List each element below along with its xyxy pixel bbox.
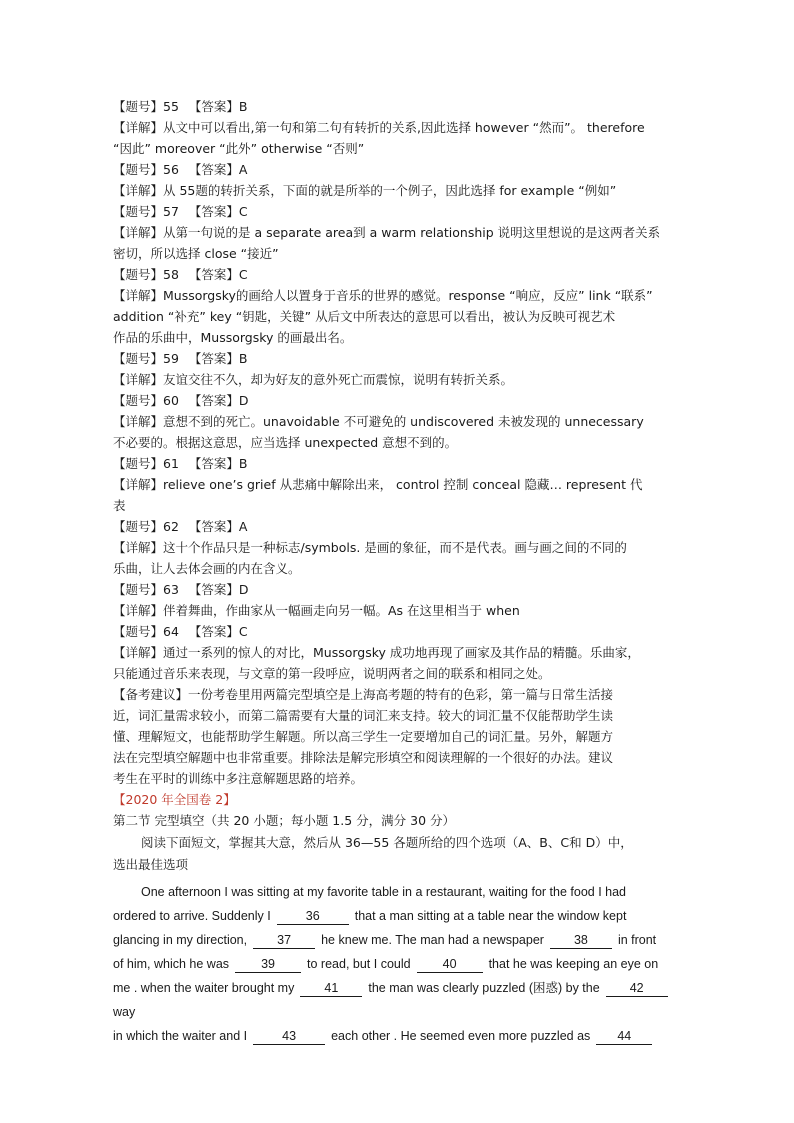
question-header xyxy=(113,453,693,474)
blank-39[interactable]: 39 xyxy=(235,956,301,973)
passage-line xyxy=(113,1024,693,1048)
answer-label: 【答案】B xyxy=(188,99,248,114)
advice-line: 近，词汇量需求较小，而第二篇需要有大量的词汇来支持。较大的词汇量不仅能帮助学生读 xyxy=(113,708,614,723)
passage-text: of him, which he was xyxy=(113,957,230,971)
question-number: 【题号】57 xyxy=(113,204,179,219)
answer-label: 【答案】D xyxy=(188,582,249,597)
answer-label: 【答案】C xyxy=(188,204,248,219)
question-number: 【题号】63 xyxy=(113,582,179,597)
question-number: 【题号】58 xyxy=(113,267,179,282)
explanation-line: 乐曲，让人去体会画的内在含义。 xyxy=(113,561,301,576)
passage-text: to read, but I could xyxy=(307,957,411,971)
blank-37[interactable]: 37 xyxy=(253,932,315,949)
answer-label: 【答案】A xyxy=(188,519,248,534)
advice-line: 【备考建议】一份考卷里用两篇完型填空是上海高考题的特有的色彩，第一篇与日常生活接 xyxy=(113,687,614,702)
advice-line: 懂、理解短文，也能帮助学生解题。所以高三学生一定要增加自己的词汇量。另外，解题方 xyxy=(113,729,614,744)
answer-label: 【答案】B xyxy=(188,351,248,366)
explanation-line: 密切，所以选择 close “接近” xyxy=(113,246,279,261)
source-tag: 【2020 年全国卷 2】 xyxy=(113,792,236,807)
explanation-line: 【详解】从 55题的转折关系，下面的就是所举的一个例子，因此选择 for example “例如” xyxy=(113,183,617,198)
advice-line: 法在完型填空解题中也非常重要。排除法是解完形填空和阅读理解的一个很好的办法。建议 xyxy=(113,750,614,765)
answer-label: 【答案】D xyxy=(188,393,249,408)
instructions-line: 阅读下面短文，掌握其大意，然后从 36—55 各题所给的四个选项（A、B、C和 D）中， xyxy=(141,835,633,850)
blank-42[interactable]: 42 xyxy=(606,980,668,997)
question-header xyxy=(113,516,693,537)
passage-text: each other . He seemed even more puzzled as xyxy=(331,1029,591,1043)
question-header xyxy=(113,96,693,117)
question-header xyxy=(113,348,693,369)
answer-label: 【答案】C xyxy=(188,267,248,282)
passage-line xyxy=(113,904,693,928)
passage-text: way xyxy=(113,1005,136,1019)
passage-text: in front xyxy=(617,933,657,947)
blank-44[interactable]: 44 xyxy=(596,1028,652,1045)
blank-40[interactable]: 40 xyxy=(417,956,483,973)
passage-line: One afternoon I was sitting at my favorite table in a restaurant, waiting for the food I had xyxy=(141,885,626,899)
passage-text: that a man sitting at a table near the window kept xyxy=(354,909,627,923)
question-header xyxy=(113,390,693,411)
passage-text: the man was clearly puzzled (困惑) by the xyxy=(368,981,600,995)
instructions-line: 选出最佳选项 xyxy=(113,857,189,872)
explanation-line: 【详解】伴着舞曲，作曲家从一幅画走向另一幅。As 在这里相当于 when xyxy=(113,603,520,618)
explanation-line: 【详解】通过一系列的惊人的对比，Mussorgsky 成功地再现了画家及其作品的精髓。乐曲家， xyxy=(113,645,640,660)
explanation-line: 【详解】从第一句说的是 a separate area到 a warm relationship 说明这里想说的是这两者关系 xyxy=(113,225,661,240)
explanation-line: “因此” moreover “此外” otherwise “否则” xyxy=(113,141,365,156)
explanation-line: 【详解】Mussorgsky的画给人以置身于音乐的世界的感觉。response “响应，反应” link “联系” xyxy=(113,288,653,303)
passage-line xyxy=(113,952,693,976)
question-header xyxy=(113,264,693,285)
passage-line xyxy=(113,976,693,1024)
answer-label: 【答案】B xyxy=(188,456,248,471)
advice-line: 考生在平时的训练中多注意解题思路的培养。 xyxy=(113,771,364,786)
question-number: 【题号】64 xyxy=(113,624,179,639)
question-number: 【题号】61 xyxy=(113,456,179,471)
explanation-line: addition “补充” key “钥匙，关键” 从后文中所表达的意思可以看出，被认为反映可视艺术 xyxy=(113,309,616,324)
cloze-passage xyxy=(113,880,693,1048)
question-number: 【题号】55 xyxy=(113,99,179,114)
question-number: 【题号】60 xyxy=(113,393,179,408)
explanation-line: 【详解】友谊交往不久，却为好友的意外死亡而震惊，说明有转折关系。 xyxy=(113,372,514,387)
explanation-line: 只能通过音乐来表现，与文章的第一段呼应，说明两者之间的联系和相同之处。 xyxy=(113,666,551,681)
explanation-line: 【详解】从文中可以看出,第一句和第二句有转折的关系,因此选择 however “然而”。 therefore xyxy=(113,120,645,135)
question-header xyxy=(113,621,693,642)
answer-label: 【答案】C xyxy=(188,624,248,639)
answer-label: 【答案】A xyxy=(188,162,248,177)
question-header xyxy=(113,579,693,600)
question-number: 【题号】56 xyxy=(113,162,179,177)
blank-41[interactable]: 41 xyxy=(300,980,362,997)
blank-36[interactable]: 36 xyxy=(277,908,349,925)
explanation-line: 【详解】这十个作品只是一种标志/symbols. 是画的象征，而不是代表。画与画之间的不同的 xyxy=(113,540,627,555)
answer-items xyxy=(113,96,693,684)
explanation-line: 【详解】relieve one’s grief 从悲痛中解除出来， control 控制 conceal 隐藏… represent 代 xyxy=(113,477,643,492)
blank-43[interactable]: 43 xyxy=(253,1028,325,1045)
exam-advice xyxy=(113,684,693,789)
document-page xyxy=(113,96,693,1048)
question-number: 【题号】59 xyxy=(113,351,179,366)
passage-line xyxy=(113,928,693,952)
explanation-line: 表 xyxy=(113,498,126,513)
passage-text: me . when the waiter brought my xyxy=(113,981,295,995)
blank-38[interactable]: 38 xyxy=(550,932,612,949)
passage-text: that he was keeping an eye on xyxy=(488,957,659,971)
question-number: 【题号】62 xyxy=(113,519,179,534)
passage-text: in which the waiter and I xyxy=(113,1029,248,1043)
passage-text: he knew me. The man had a newspaper xyxy=(321,933,544,947)
explanation-line: 不必要的。根据这意思，应当选择 unexpected 意想不到的。 xyxy=(113,435,458,450)
passage-text: ordered to arrive. Suddenly I xyxy=(113,909,271,923)
passage-text: glancing in my direction, xyxy=(113,933,248,947)
question-header xyxy=(113,201,693,222)
question-header xyxy=(113,159,693,180)
explanation-line: 【详解】意想不到的死亡。unavoidable 不可避免的 undiscovered 未被发现的 unnecessary xyxy=(113,414,644,429)
explanation-line: 作品的乐曲中，Mussorgsky 的画最出名。 xyxy=(113,330,353,345)
section-title: 第二节 完型填空（共 20 小题；每小题 1.5 分，满分 30 分） xyxy=(113,813,456,828)
